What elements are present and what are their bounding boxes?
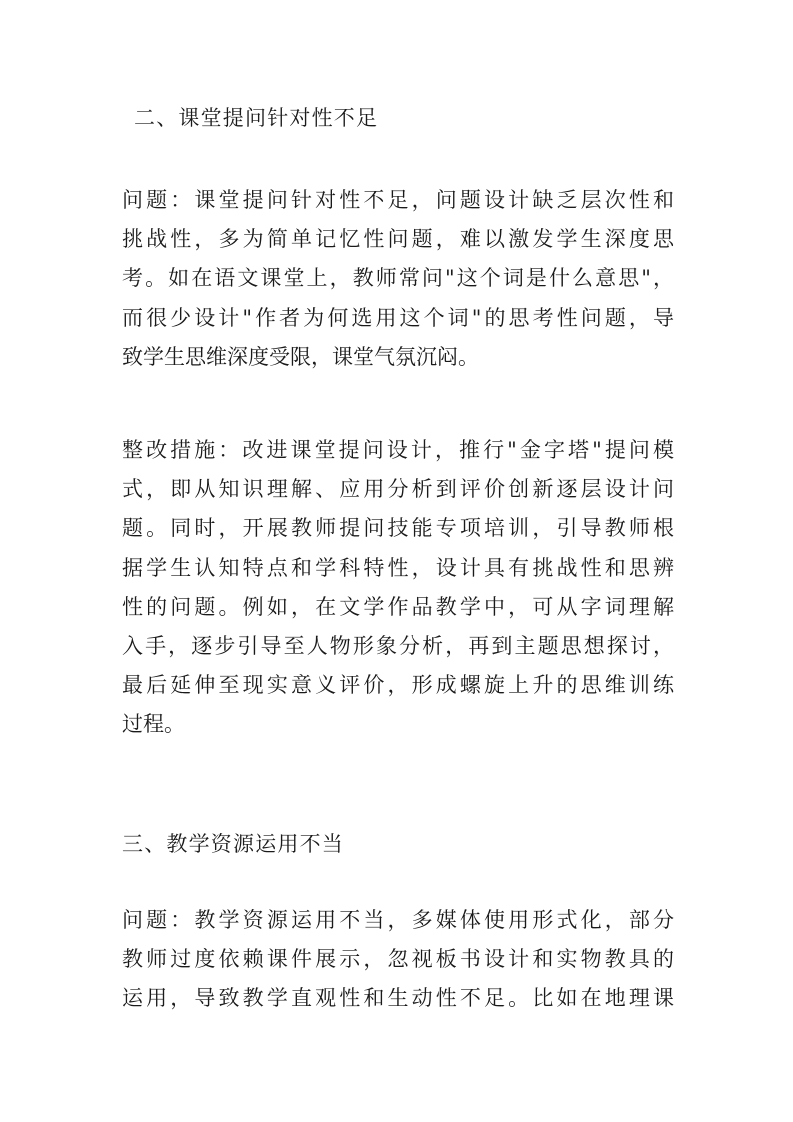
text-line: 问题：课堂提问针对性不足，问题设计缺乏层次性和 bbox=[122, 188, 674, 212]
text-line: 整改措施：改进课堂提问设计，推行"金字塔"提问模 bbox=[122, 438, 674, 462]
text-line: 题。同时，开展教师提问技能专项培训，引导教师根 bbox=[122, 516, 674, 541]
text-line: 教师过度依赖课件展示，忽视板书设计和实物教具的 bbox=[122, 947, 674, 972]
text-line: 据学生认知特点和学科特性，设计具有挑战性和思辨 bbox=[122, 555, 674, 580]
paragraph-problem bbox=[122, 181, 674, 377]
text-line: 问题：教学资源运用不当，多媒体使用形式化，部分 bbox=[122, 908, 674, 932]
text-line: 最后延伸至现实意义评价，形成螺旋上升的思维训练 bbox=[122, 673, 674, 698]
text-line: 式，即从知识理解、应用分析到评价创新逐层设计问 bbox=[122, 477, 674, 502]
text-line: 而很少设计"作者为何选用这个词"的思考性问题，导 bbox=[122, 305, 674, 330]
text-line: 运用，导致教学直观性和生动性不足。比如在地理课 bbox=[122, 986, 674, 1011]
paragraph-problem bbox=[122, 901, 674, 1019]
section-heading: 三、教学资源运用不当 bbox=[122, 832, 344, 856]
text-line: 性的问题。例如，在文学作品教学中，可从字词理解 bbox=[122, 594, 674, 619]
section-heading: 二、课堂提问针对性不足 bbox=[134, 106, 379, 130]
text-line: 挑战性，多为简单记忆性问题，难以激发学生深度思 bbox=[122, 227, 674, 252]
text-line: 过程。 bbox=[122, 712, 185, 737]
text-line: 致学生思维深度受限，课堂气氛沉闷。 bbox=[122, 344, 479, 369]
text-line: 入手，逐步引导至人物形象分析，再到主题思想探讨， bbox=[122, 633, 674, 658]
paragraph-measures bbox=[122, 431, 674, 745]
text-line: 考。如在语文课堂上，教师常问"这个词是什么意思"， bbox=[122, 266, 674, 291]
